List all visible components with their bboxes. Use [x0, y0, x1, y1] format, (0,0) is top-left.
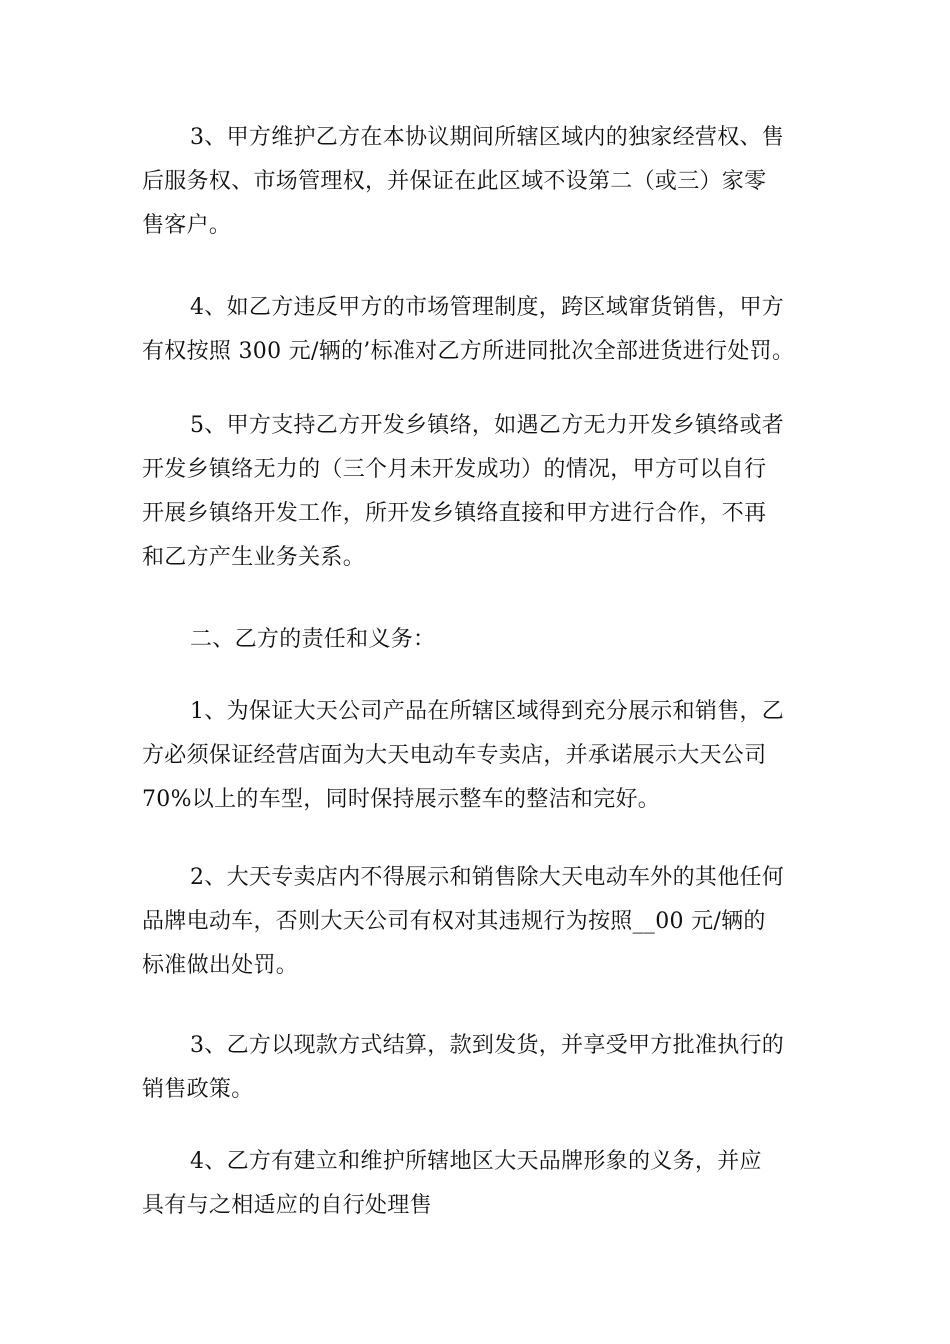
text-line: 二、乙方的责任和义务：: [190, 627, 436, 652]
text-line: 方必须保证经营店面为大天电动车专卖店，并承诺展示大天公司: [142, 743, 767, 768]
text-line: 有权按照 300 元/辆的’标准对乙方所进同批次全部进货进行处罚。: [142, 339, 795, 364]
text-line: 5、甲方支持乙方开发乡镇络，如遇乙方无力开发乡镇络或者: [190, 413, 785, 438]
text-line: 3、甲方维护乙方在本协议期间所辖区域内的独家经营权、售: [190, 125, 785, 150]
text-line: 3、乙方以现款方式结算，款到发货，并享受甲方批准执行的: [190, 1033, 785, 1058]
paragraph-cash-settlement: [142, 1024, 812, 1112]
text-line: 开展乡镇络开发工作，所开发乡镇络直接和甲方进行合作，不再: [142, 501, 767, 526]
text-line: 后服务权、市场管理权，并保证在此区域不设第二（或三）家零: [142, 169, 767, 194]
text-line: 标准做出处罚。: [142, 953, 299, 978]
text-line: 开发乡镇络无力的（三个月未开发成功）的情况，甲方可以自行: [142, 457, 767, 482]
text-line: 和乙方产生业务关系。: [142, 545, 366, 570]
text-line: 具有与之相适应的自行处理售: [142, 1193, 432, 1218]
text-line: 2、大天专卖店内不得展示和销售除大天电动车外的其他任何: [190, 865, 785, 890]
paragraph-township-development: [142, 404, 812, 580]
paragraph-other-brands-prohibited: [142, 856, 812, 988]
paragraph-exclusive-store-display: [142, 690, 812, 822]
text-line: 4、如乙方违反甲方的市场管理制度，跨区域窜货销售，甲方: [190, 295, 785, 320]
text-line: 品牌电动车，否则大天公司有权对其违规行为按照__00 元/辆的: [142, 909, 766, 934]
section-heading-party-b-duties: [142, 618, 812, 662]
text-line: 1、为保证大天公司产品在所辖区域得到充分展示和销售，乙: [190, 699, 785, 724]
paragraph-brand-image: [142, 1140, 812, 1228]
paragraph-party-a-exclusive-rights: [142, 116, 812, 248]
text-line: 70%以上的车型，同时保持展示整车的整洁和完好。: [142, 787, 661, 812]
paragraph-cross-region-penalty: [142, 286, 812, 374]
text-line: 销售政策。: [142, 1077, 254, 1102]
text-line: 4、乙方有建立和维护所辖地区大天品牌形象的义务，并应: [190, 1149, 762, 1174]
text-line: 售客户。: [142, 213, 232, 238]
